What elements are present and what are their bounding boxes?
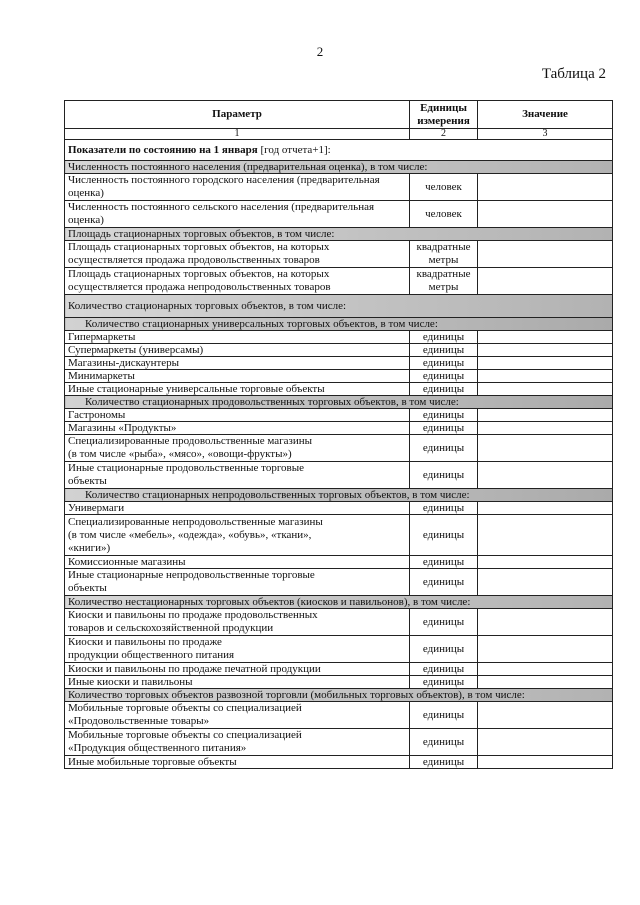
row-value — [478, 502, 613, 515]
table-row — [65, 370, 613, 383]
row-label: Площадь стационарных торговых объектов, на которых осуществляется продажа непродовольственных товаров — [65, 268, 410, 295]
section-row — [65, 295, 613, 318]
table-row — [65, 344, 613, 357]
row-value — [478, 331, 613, 344]
table-row — [65, 174, 613, 201]
row-value — [478, 515, 613, 556]
row-label-line2: «Продовольственные товары» — [68, 715, 210, 727]
row-label-line2: объекты — [68, 582, 107, 594]
report-header-suffix: [год отчета+1]: — [257, 143, 331, 156]
row-value — [478, 676, 613, 689]
row-label-line2: объекты — [68, 475, 107, 487]
row-value — [478, 663, 613, 676]
indicators-table — [64, 100, 613, 769]
section-universal: Количество стационарных универсальных торговых объектов, в том числе: — [65, 318, 613, 331]
row-unit: единицы — [410, 729, 478, 756]
table-row — [65, 729, 613, 756]
row-label: Численность постоянного сельского населения (предварительная оценка) — [65, 201, 410, 228]
row-label-line1: Иные стационарные продовольственные торговые — [68, 462, 305, 474]
subsection-row — [65, 489, 613, 502]
table-row — [65, 609, 613, 636]
section-nonfood: Количество стационарных непродовольственных торговых объектов, в том числе: — [65, 489, 613, 502]
subsection-row — [65, 396, 613, 409]
table-header-row — [65, 101, 613, 129]
row-unit — [410, 268, 478, 295]
row-label-line2: товаров и сельскохозяйственной продукции — [68, 622, 274, 634]
row-value — [478, 241, 613, 268]
row-label-line2: (в том числе «рыба», «мясо», «овощи-фрукты») — [68, 448, 292, 460]
table-row — [65, 636, 613, 663]
row-label-line1: Мобильные торговые объекты со специализацией — [68, 702, 302, 714]
row-unit: единицы — [410, 357, 478, 370]
row-unit: единицы — [410, 462, 478, 489]
row-value — [478, 462, 613, 489]
row-label-line3: «книги») — [68, 541, 111, 554]
row-unit: единицы — [410, 383, 478, 396]
table-row — [65, 556, 613, 569]
row-value — [478, 422, 613, 435]
row-label: Магазины-дискаунтеры — [65, 357, 410, 370]
row-unit: единицы — [410, 515, 478, 556]
report-header — [65, 140, 613, 161]
header-units — [410, 101, 478, 129]
row-unit: единицы — [410, 435, 478, 462]
row-value — [478, 609, 613, 636]
row-label — [65, 515, 410, 556]
row-label: Киоски и павильоны по продаже печатной продукции — [65, 663, 410, 676]
row-unit: единицы — [410, 636, 478, 663]
row-label: Комиссионные магазины — [65, 556, 410, 569]
row-label: Иные киоски и павильоны — [65, 676, 410, 689]
section-row — [65, 689, 613, 702]
row-label: Площадь стационарных торговых объектов, на которых осуществляется продажа продовольственных товаров — [65, 241, 410, 268]
row-unit: единицы — [410, 422, 478, 435]
table-row — [65, 462, 613, 489]
row-unit: единицы — [410, 569, 478, 596]
section-row — [65, 228, 613, 241]
section-mobile: Количество торговых объектов развозной торговли (мобильных торговых объектов), в том числе: — [65, 689, 613, 702]
header-units-line2: измерения — [417, 114, 470, 127]
row-unit: единицы — [410, 370, 478, 383]
row-unit: единицы — [410, 756, 478, 769]
table-row — [65, 383, 613, 396]
row-unit: единицы — [410, 702, 478, 729]
row-label — [65, 729, 410, 756]
row-value — [478, 201, 613, 228]
table-row — [65, 241, 613, 268]
row-label: Магазины «Продукты» — [65, 422, 410, 435]
row-label: Минимаркеты — [65, 370, 410, 383]
row-label: Супермаркеты (универсамы) — [65, 344, 410, 357]
row-unit: единицы — [410, 331, 478, 344]
row-value — [478, 344, 613, 357]
table-row — [65, 663, 613, 676]
row-label — [65, 435, 410, 462]
row-value — [478, 383, 613, 396]
subsection-row — [65, 318, 613, 331]
table-row — [65, 502, 613, 515]
section-row — [65, 596, 613, 609]
column-number: 1 — [65, 129, 410, 140]
table-row — [65, 409, 613, 422]
row-unit: единицы — [410, 556, 478, 569]
row-label — [65, 609, 410, 636]
row-label — [65, 636, 410, 663]
row-value — [478, 729, 613, 756]
row-unit: единицы — [410, 409, 478, 422]
row-label — [65, 702, 410, 729]
row-unit: человек — [410, 201, 478, 228]
row-label — [65, 569, 410, 596]
row-label-line1: Киоски и павильоны по продаже — [68, 636, 222, 648]
column-number: 3 — [478, 129, 613, 140]
header-value: Значение — [478, 101, 613, 129]
section-stationary-count: Количество стационарных торговых объектов, в том числе: — [65, 295, 613, 318]
table-row — [65, 201, 613, 228]
row-unit: единицы — [410, 663, 478, 676]
row-value — [478, 569, 613, 596]
section-food: Количество стационарных продовольственных торговых объектов, в том числе: — [65, 396, 613, 409]
row-unit — [410, 241, 478, 268]
table-caption: Таблица 2 — [541, 66, 606, 82]
section-area: Площадь стационарных торговых объектов, в том числе: — [65, 228, 613, 241]
row-value — [478, 756, 613, 769]
row-value — [478, 357, 613, 370]
table-row — [65, 357, 613, 370]
header-units-line1: Единицы — [420, 101, 467, 114]
row-unit: единицы — [410, 609, 478, 636]
row-value — [478, 636, 613, 663]
row-label: Универмаги — [65, 502, 410, 515]
table-row — [65, 702, 613, 729]
row-value — [478, 435, 613, 462]
table-row — [65, 435, 613, 462]
column-number: 2 — [410, 129, 478, 140]
row-label: Иные мобильные торговые объекты — [65, 756, 410, 769]
row-unit: единицы — [410, 502, 478, 515]
table-row — [65, 676, 613, 689]
header-param: Параметр — [65, 101, 410, 129]
row-label-line1: Специализированные непродовольственные магазины — [68, 515, 323, 528]
table-row — [65, 268, 613, 295]
section-population: Численность постоянного населения (предварительная оценка), в том числе: — [65, 161, 613, 174]
row-label — [65, 462, 410, 489]
row-unit-line2: метры — [428, 254, 459, 266]
row-value — [478, 702, 613, 729]
row-value — [478, 268, 613, 295]
row-unit: единицы — [410, 676, 478, 689]
table-row — [65, 756, 613, 769]
table-row — [65, 331, 613, 344]
row-value — [478, 174, 613, 201]
row-label-line1: Мобильные торговые объекты со специализацией — [68, 729, 302, 741]
row-value — [478, 409, 613, 422]
row-unit: человек — [410, 174, 478, 201]
page-number: 2 — [316, 44, 324, 59]
row-label-line2: «Продукция общественного питания» — [68, 742, 247, 754]
column-number-row — [65, 129, 613, 140]
row-label-line2: (в том числе «мебель», «одежда», «обувь», «ткани», — [68, 528, 312, 541]
row-label-line1: Киоски и павильоны по продаже продовольственных — [68, 609, 318, 621]
section-row — [65, 161, 613, 174]
row-value — [478, 556, 613, 569]
row-label-line1: Специализированные продовольственные магазины — [68, 435, 313, 447]
section-kiosks: Количество нестационарных торговых объектов (киосков и павильонов), в том числе: — [65, 596, 613, 609]
row-label-line1: Иные стационарные непродовольственные торговые — [68, 569, 315, 581]
row-unit-line2: метры — [428, 281, 459, 293]
report-header-row — [65, 140, 613, 161]
report-header-bold: Показатели по состоянию на 1 января — [68, 143, 258, 156]
row-value — [478, 370, 613, 383]
row-unit-line1: квадратные — [416, 268, 471, 280]
row-label: Гипермаркеты — [65, 331, 410, 344]
row-label: Численность постоянного городского населения (предварительная оценка) — [65, 174, 410, 201]
row-label-line2: продукции общественного питания — [68, 649, 235, 661]
row-label: Гастрономы — [65, 409, 410, 422]
table-row — [65, 422, 613, 435]
row-unit: единицы — [410, 344, 478, 357]
row-label: Иные стационарные универсальные торговые объекты — [65, 383, 410, 396]
table-row — [65, 569, 613, 596]
row-unit-line1: квадратные — [416, 241, 471, 253]
table-row — [65, 515, 613, 556]
